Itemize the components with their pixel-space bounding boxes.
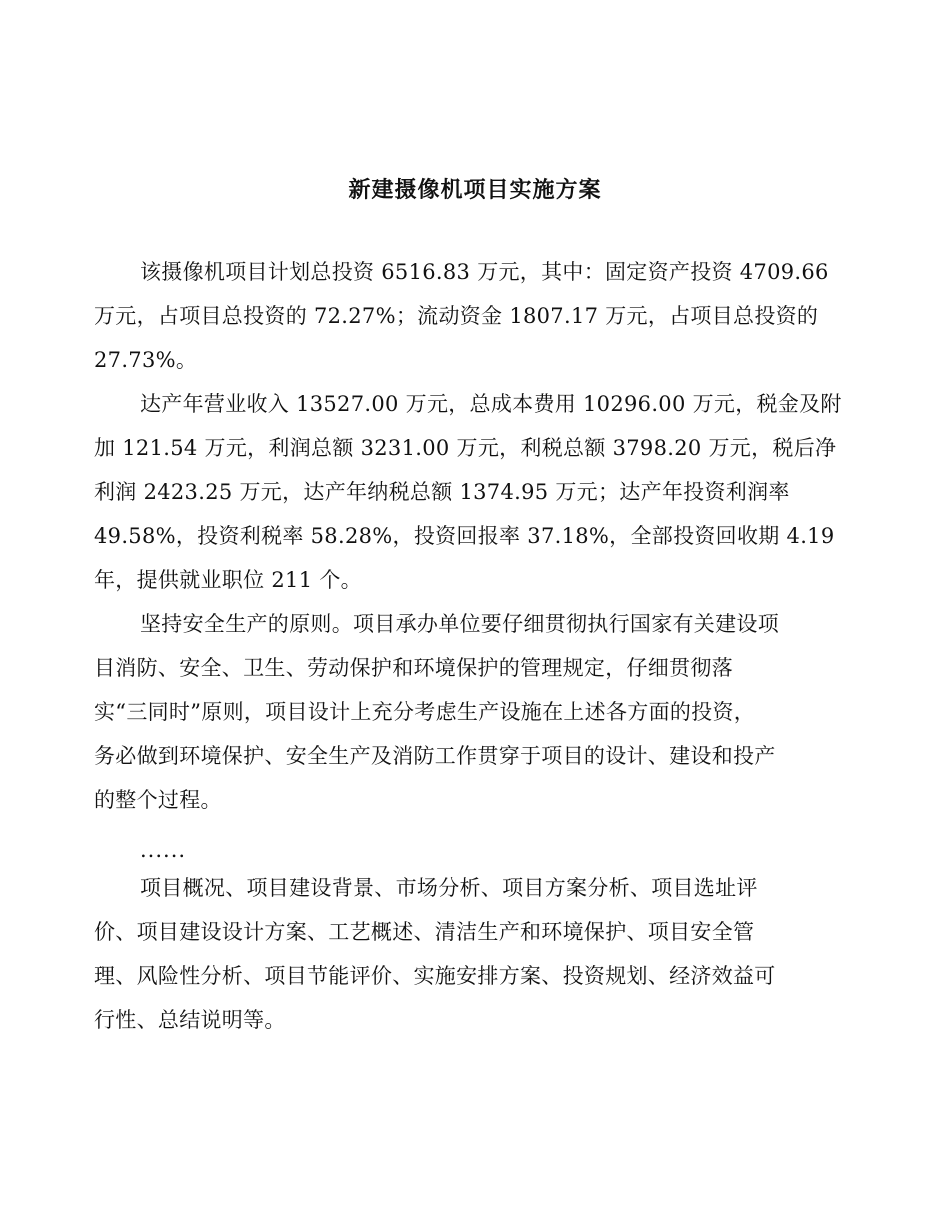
text-line: 加 121.54 万元，利润总额 3231.00 万元，利税总额 3798.20 万元，税后净 [94, 436, 837, 460]
text-line: 行性、总结说明等。 [94, 1008, 286, 1032]
text-line: 49.58%，投资利税率 58.28%，投资回报率 37.18%，全部投资回收期 4.19 [94, 524, 835, 548]
text-line: 目消防、安全、卫生、劳动保护和环境保护的管理规定，仔细贯彻落 [94, 656, 733, 680]
text-line: 价、项目建设设计方案、工艺概述、清洁生产和环境保护、项目安全管 [94, 920, 755, 944]
text-line: 该摄像机项目计划总投资 6516.83 万元，其中：固定资产投资 4709.66 [140, 260, 829, 284]
ellipsis-separator: ...... [140, 838, 187, 862]
text-line: 务必做到环境保护、安全生产及消防工作贯穿于项目的设计、建设和投产 [94, 744, 776, 768]
text-line: 的整个过程。 [94, 788, 222, 812]
text-line: 利润 2423.25 万元，达产年纳税总额 1374.95 万元；达产年投资利润率 [94, 480, 790, 504]
text-line: 年，提供就业职位 211 个。 [94, 568, 362, 592]
text-line: 万元，占项目总投资的 72.27%；流动资金 1807.17 万元，占项目总投资的 [94, 304, 819, 328]
text-line: 27.73%。 [94, 348, 198, 372]
text-line: 实“三同时”原则，项目设计上充分考虑生产设施在上述各方面的投资， [94, 700, 756, 724]
text-line: 坚持安全生产的原则。项目承办单位要仔细贯彻执行国家有关建设项 [140, 612, 779, 636]
text-line: 达产年营业收入 13527.00 万元，总成本费用 10296.00 万元，税金及附 [140, 392, 842, 416]
text-line: 项目概况、项目建设背景、市场分析、项目方案分析、项目选址评 [140, 876, 758, 900]
document-title: 新建摄像机项目实施方案 [348, 178, 602, 203]
text-line: 理、风险性分析、项目节能评价、实施安排方案、投资规划、经济效益可 [94, 964, 776, 988]
